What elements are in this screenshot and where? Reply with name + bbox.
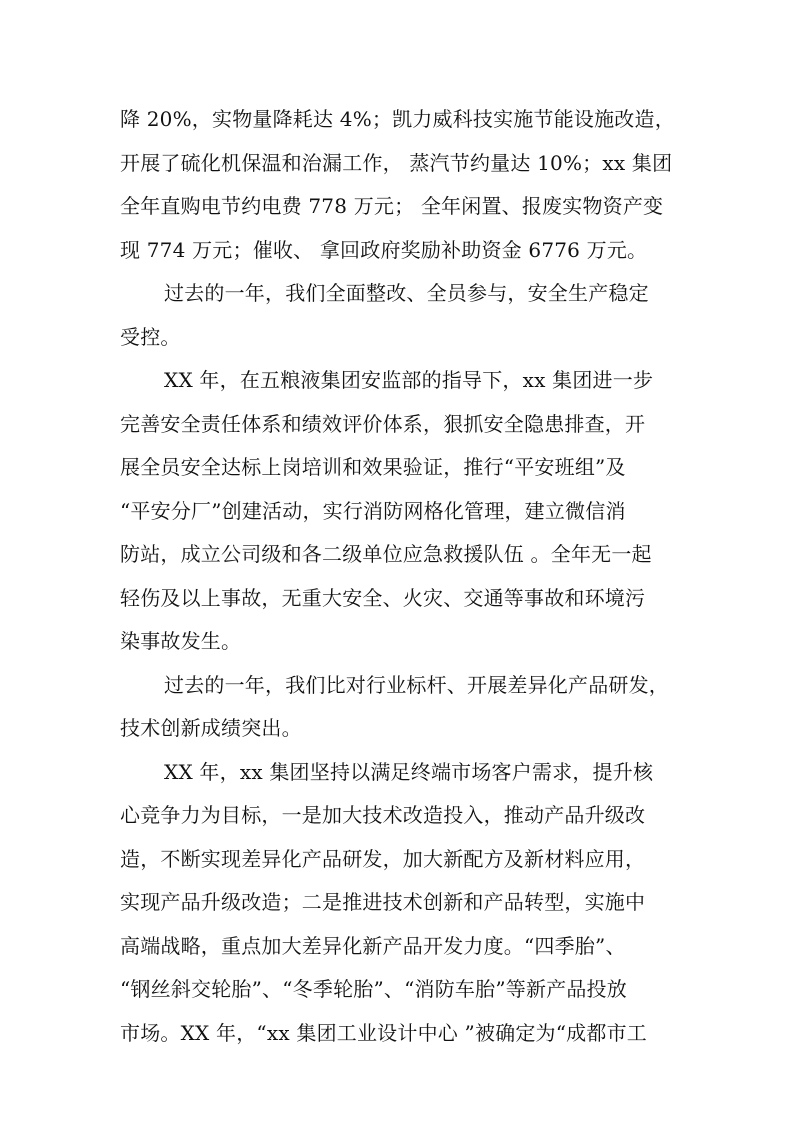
paragraph-energy-savings xyxy=(120,98,680,272)
text-line: 降 20%，实物量降耗达 4%；凯力威科技实施节能设施改造， xyxy=(120,107,675,131)
document-body xyxy=(120,98,680,1055)
text-line: 开展了硫化机保温和治漏工作， 蒸汽节约量达 10%；xx 集团 xyxy=(120,150,673,175)
paragraph-safety-detail xyxy=(120,359,680,664)
text-line: 技术创新成绩突出。 xyxy=(120,716,302,740)
text-line: 现 774 万元；催收、 拿回政府奖励补助资金 6776 万元。 xyxy=(120,237,648,262)
text-line: XX 年，在五粮液集团安监部的指导下，xx 集团进一步 xyxy=(164,368,654,392)
text-line: 染事故发生。 xyxy=(120,629,242,653)
text-line: XX 年，xx 集团坚持以满足终端市场客户需求，提升核 xyxy=(164,759,654,784)
text-line: 过去的一年，我们比对行业标杆、开展差异化产品研发， xyxy=(164,672,669,697)
text-line: 实现产品升级改造；二是推进技术创新和产品转型，实施中 xyxy=(120,890,646,914)
text-line: 防站，成立公司级和各二级单位应急救援队伍 。全年无一起 xyxy=(120,542,652,566)
text-line: 造，不断实现差异化产品研发，加大新配方及新材料应用， xyxy=(120,846,646,871)
text-line: 过去的一年，我们全面整改、全员参与，安全生产稳定 xyxy=(164,281,649,305)
text-line: 市场。XX 年，“xx 集团工业设计中心 ”被确定为“成都市工 xyxy=(120,1020,647,1045)
text-line: 轻伤及以上事故，无重大安全、火灾、交通等事故和环境污 xyxy=(120,585,646,610)
text-line: 全年直购电节约电费 778 万元； 全年闲置、报废实物资产变 xyxy=(120,194,664,218)
text-line: 心竞争力为目标，一是加大技术改造投入，推动产品升级改 xyxy=(120,803,646,827)
text-line: 受控。 xyxy=(120,324,181,349)
text-line: 完善安全责任体系和绩效评价体系，狠抓安全隐患排查，开 xyxy=(120,411,646,436)
text-line: 展全员安全达标上岗培训和效果验证，推行“平安班组”及 xyxy=(120,455,626,479)
text-line: “钢丝斜交轮胎”、“冬季轮胎”、“消防车胎”等新产品投放 xyxy=(120,977,627,1001)
text-line: 高端战略，重点加大差异化新产品开发力度。“四季胎”、 xyxy=(120,933,626,958)
paragraph-safety-heading xyxy=(120,272,680,359)
text-line: “平安分厂”创建活动，实行消防网格化管理，建立微信消 xyxy=(120,498,626,523)
paragraph-innovation-detail xyxy=(120,751,680,1056)
paragraph-innovation-heading xyxy=(120,664,680,751)
